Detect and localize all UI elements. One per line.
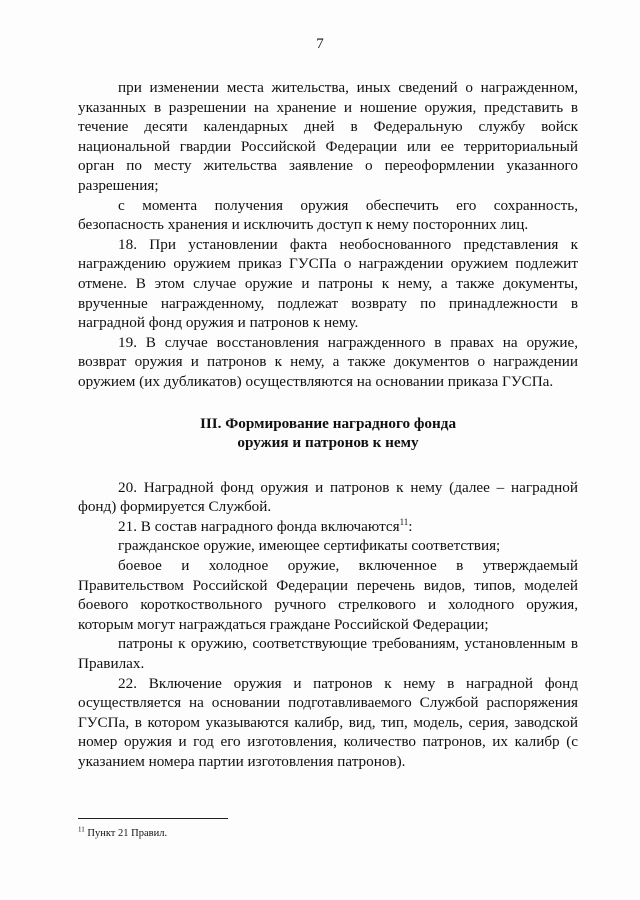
list-item-cartridges: патроны к оружию, соответствующие требованиям, установленным в Правилах. <box>78 635 578 673</box>
body-text <box>78 78 578 772</box>
section-heading-line1: III. Формирование наградного фонда <box>199 414 457 432</box>
footnote-ref-11: 11 <box>399 516 409 527</box>
footnote-number: 11 <box>78 825 85 834</box>
paragraph-18: 18. При установлении факта необоснованного представления к награждению оружием приказ ГУСПа о награждении оружием подлежит отмене. В этом случае оружие и патроны к нему, а также документы, врученные награжденному, подлежат возврату по принадлежности в наградной фонд оружия и патронов к нему. <box>78 235 578 332</box>
paragraph-change-residence: при изменении места жительства, иных сведений о награжденном, указанных в разрешении на хранение и ношение оружия, представить в течение десяти календарных дней в Федеральную службу войск национальной гвардии Российской Федерации или ее территориальный орган по месту жительства заявление о переоформлении указанного разрешения; <box>78 79 578 194</box>
list-item-combat-weapons: боевое и холодное оружие, включенное в утверждаемый Правительством Российской Федерации перечень видов, типов, моделей боевого короткоствольного ручного стрелкового и холодного оружия, которым могут награждаться граждане Российской Федерации; <box>78 557 578 633</box>
list-item-civil-weapons: гражданское оружие, имеющее сертификаты соответствия; <box>118 537 501 555</box>
paragraph-21 <box>78 517 578 537</box>
paragraph-ensure-safety: с момента получения оружия обеспечить его сохранность, безопасность хранения и исключить доступ к нему посторонних лиц. <box>78 196 578 234</box>
paragraph-21-suffix: : <box>408 517 413 535</box>
section-heading <box>78 414 578 453</box>
footnote <box>78 825 168 839</box>
paragraph-22: 22. Включение оружия и патронов к нему в наградной фонд осуществляется на основании подготавливаемого Службой распоряжения ГУСПа, в котором указываются калибр, вид, тип, модель, серия, заводской номер оружия и год его изготовления, количество патронов, их калибр (с указанием номера партии изготовления патронов). <box>78 674 578 770</box>
paragraph-19: 19. В случае восстановления награжденного в правах на оружие, возврат оружия и патронов к нему, а также документов о награждении оружием (их дубликатов) осуществляются на основании приказа ГУСПа. <box>78 333 578 390</box>
footnote-divider <box>78 818 228 819</box>
footnote-text: Пункт 21 Правил. <box>84 828 168 839</box>
section-heading-line2: оружия и патронов к нему <box>237 434 419 452</box>
page-number: 7 <box>316 36 324 52</box>
paragraph-21-text: 21. В состав наградного фонда включаются <box>118 517 400 535</box>
paragraph-20: 20. Наградной фонд оружия и патронов к нему (далее – наградной фонд) формируется Службой. <box>78 478 578 516</box>
